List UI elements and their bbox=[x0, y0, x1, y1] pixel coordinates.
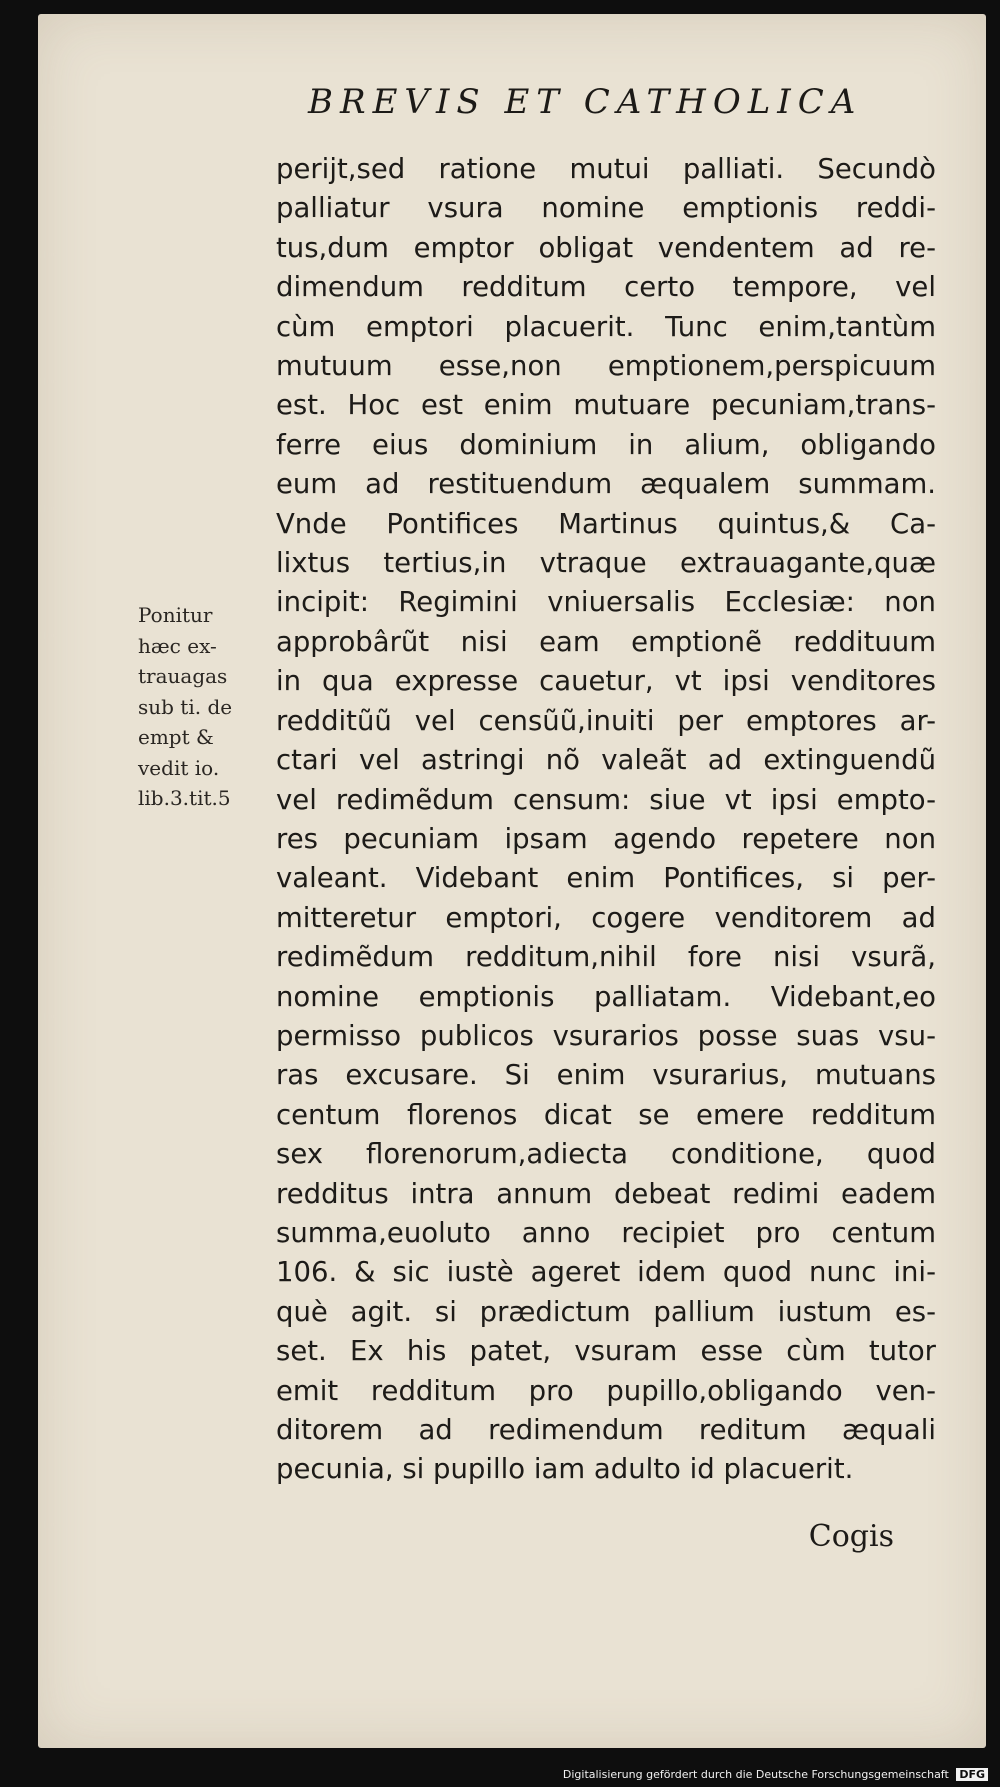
text-line: palliatur vsura nomine emptionis reddi- bbox=[276, 192, 936, 225]
text-line: 106. & sic iustè ageret idem quod nunc ini- bbox=[276, 1256, 936, 1289]
book-page bbox=[38, 14, 986, 1748]
text-line: ras excusare. Si enim vsurarius, mutuans bbox=[276, 1059, 936, 1092]
text-line: emit redditum pro pupillo,obligando ven- bbox=[276, 1374, 936, 1407]
text-line: nomine emptionis palliatam. Videbant,eo bbox=[276, 980, 936, 1013]
marginal-note-line: Ponitur bbox=[138, 603, 213, 627]
text-line: mitteretur emptori, cogere venditorem ad bbox=[276, 901, 936, 934]
text-line: redimẽdum redditum,nihil fore nisi vsurã, bbox=[276, 941, 936, 974]
text-line: cùm emptori placuerit. Tunc enim,tantùm bbox=[276, 310, 936, 343]
text-line: est. Hoc est enim mutuare pecuniam,trans- bbox=[276, 389, 936, 422]
marginal-note-line: sub ti. de bbox=[138, 694, 233, 719]
marginal-note-line: vedit io. bbox=[138, 755, 220, 780]
text-line: lixtus tertius,in vtraque extrauagante,quæ bbox=[276, 547, 936, 580]
text-line: approbârũt nisi eam emptionẽ reddituum bbox=[276, 625, 936, 658]
text-line: Vnde Pontifices Martinus quintus,& Ca- bbox=[276, 507, 936, 540]
text-line: ctari vel astringi nõ valeãt ad extinguendũ bbox=[276, 744, 936, 777]
digitization-footer bbox=[559, 1768, 992, 1781]
running-head: BREVIS ET CATHOLICA bbox=[308, 82, 863, 122]
body-text bbox=[276, 150, 936, 1490]
marginal-note-line: trauagas bbox=[138, 664, 228, 688]
text-line: pecunia, si pupillo iam adulto id placuerit. bbox=[276, 1453, 854, 1486]
text-line: redditus intra annum debeat redimi eadem bbox=[276, 1177, 936, 1210]
text-line: què agit. si prædictum pallium iustum es- bbox=[276, 1295, 936, 1328]
marginal-note bbox=[138, 600, 268, 814]
text-line: eum ad restituendum æqualem summam. bbox=[276, 468, 936, 501]
catchword: Cogis bbox=[808, 1519, 894, 1554]
text-line: redditũũ vel censũũ,inuiti per emptores ar- bbox=[276, 704, 936, 737]
text-line: incipit: Regimini vniuersalis Ecclesiæ: non bbox=[276, 586, 936, 619]
marginal-note-line: lib.3.tit.5 bbox=[138, 786, 231, 810]
text-line: in qua expresse cauetur, vt ipsi venditores bbox=[276, 665, 936, 698]
text-line: centum florenos dicat se emere redditum bbox=[276, 1098, 936, 1131]
text-line: mutuum esse,non emptionem,perspicuum bbox=[276, 350, 936, 383]
text-line: perijt,sed ratione mutui palliati. Secundò bbox=[276, 153, 936, 185]
text-line: vel redimẽdum censum: siue vt ipsi empto- bbox=[276, 783, 936, 816]
text-line: res pecuniam ipsam agendo repetere non bbox=[276, 822, 936, 855]
text-line: tus,dum emptor obligat vendentem ad re- bbox=[276, 231, 936, 264]
marginal-note-line: empt & bbox=[138, 725, 214, 749]
text-line: summa,euoluto anno recipiet pro centum bbox=[276, 1216, 936, 1249]
footer-text: Digitalisierung gefördert durch die Deutsche Forschungsgemeinschaft bbox=[562, 1768, 949, 1781]
text-line: set. Ex his patet, vsuram esse cùm tutor bbox=[276, 1335, 936, 1368]
text-line: ferre eius dominium in alium, obligando bbox=[276, 428, 936, 461]
text-line: sex florenorum,adiecta conditione, quod bbox=[276, 1138, 936, 1171]
text-line: ditorem ad redimendum reditum æquali bbox=[276, 1414, 936, 1446]
text-line: permisso publicos vsurarios posse suas vsu- bbox=[276, 1019, 936, 1052]
dfg-logo: DFG bbox=[956, 1768, 988, 1781]
text-line: valeant. Videbant enim Pontifices, si per- bbox=[276, 862, 936, 895]
marginal-note-line: hæc ex- bbox=[138, 633, 217, 658]
text-line: dimendum redditum certo tempore, vel bbox=[276, 271, 936, 304]
